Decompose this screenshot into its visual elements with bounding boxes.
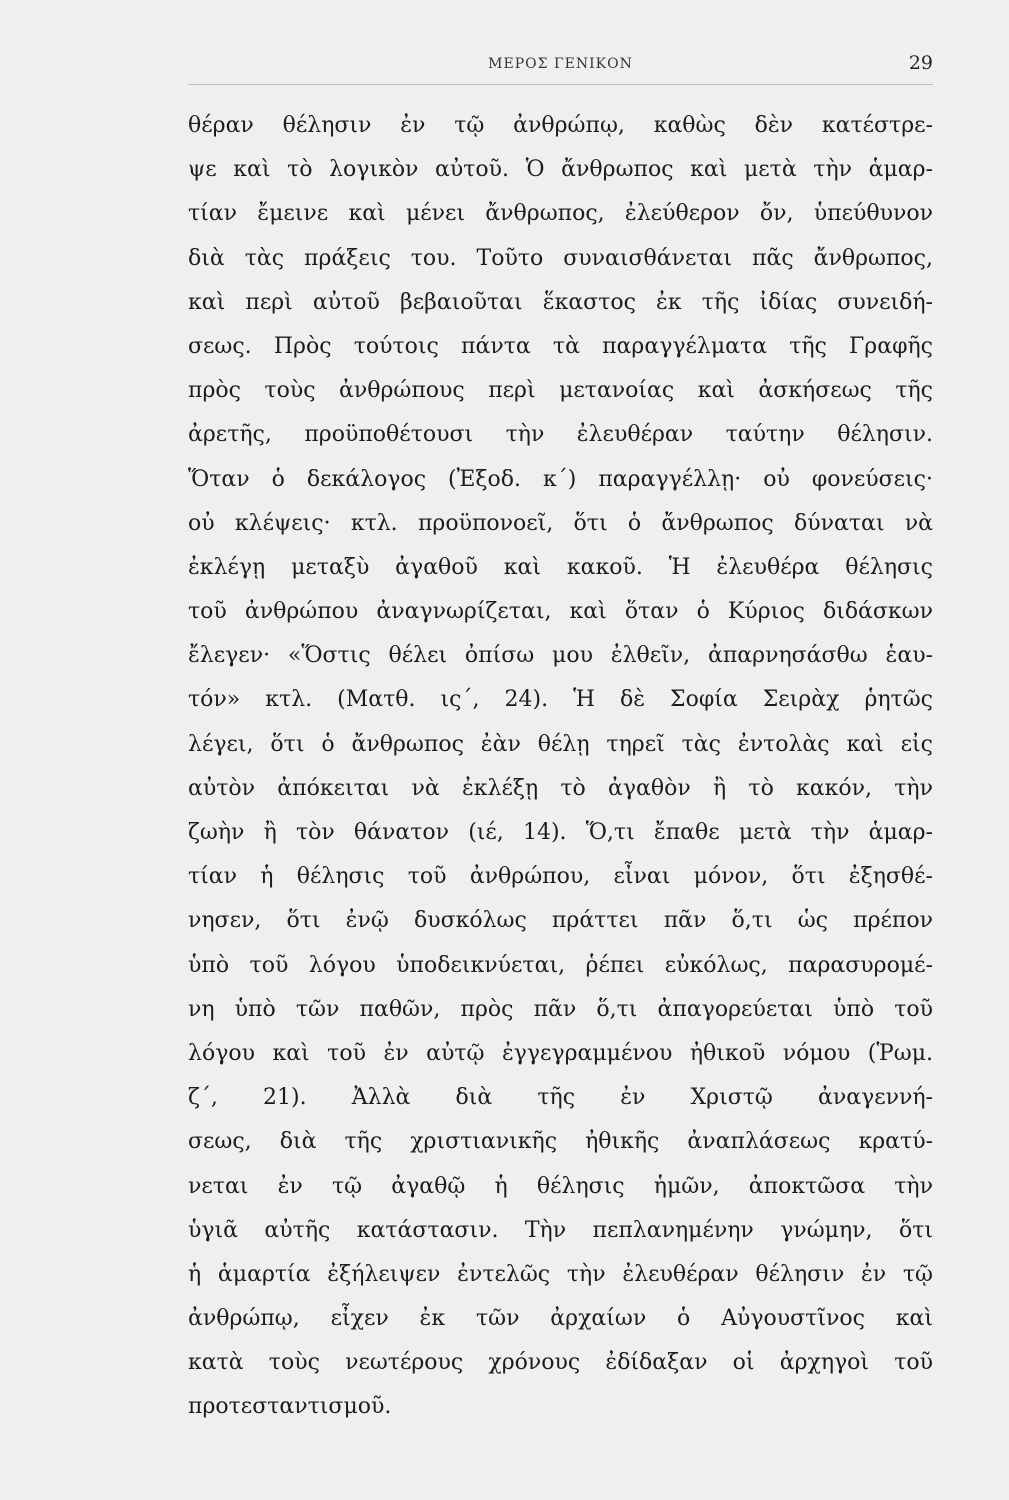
text-line: νη ὑπὸ τῶν παθῶν, πρὸς πᾶν ὅ,τι ἀπαγορεύεται ὑπὸ τοῦ: [188, 996, 933, 1022]
text-line: ψε καὶ τὸ λογικὸν αὐτοῦ. Ὁ ἄνθρωπος καὶ μετὰ τὴν ἁμαρ-: [188, 157, 933, 183]
text-line: λόγου καὶ τοῦ ἐν αὐτῷ ἐγγεγραμμένου ἠθικοῦ νόμου (Ῥωμ.: [188, 1040, 933, 1066]
header-rule: [188, 84, 933, 85]
text-line: ὑγιᾶ αὐτῆς κατάστασιν. Τὴν πεπλανημένην γνώμην, ὅτι: [188, 1217, 933, 1243]
page-header: [188, 52, 933, 82]
text-line: ζ΄, 21). Ἀλλὰ διὰ τῆς ἐν Χριστῷ ἀναγεννή-: [188, 1085, 933, 1111]
text-line: τόν» κτλ. (Ματθ. ις΄, 24). Ἡ δὲ Σοφία Σειρὰχ ῥητῶς: [188, 687, 933, 713]
text-line: ἀνθρώπῳ, εἶχεν ἐκ τῶν ἀρχαίων ὁ Αὐγουστῖνος καὶ: [188, 1306, 933, 1332]
text-line: ζωὴν ἢ τὸν θάνατον (ιέ, 14). Ὅ,τι ἔπαθε μετὰ τὴν ἁμαρ-: [188, 820, 933, 845]
text-line: νησεν, ὅτι ἐνῷ δυσκόλως πράττει πᾶν ὅ,τι ὡς πρέπον: [188, 908, 933, 934]
running-head: ΜΕΡΟΣ ΓΕΝΙΚΟΝ: [488, 56, 633, 72]
text-line: ἐκλέγῃ μεταξὺ ἀγαθοῦ καὶ κακοῦ. Ἡ ἐλευθέρα θέλησις: [188, 554, 933, 580]
text-line: Ὅταν ὁ δεκάλογος (Ἐξοδ. κ΄) παραγγέλλῃ· οὐ φονεύσεις·: [188, 466, 933, 492]
text-line: ἡ ἁμαρτία ἐξήλειψεν ἐντελῶς τὴν ἐλευθέραν θέλησιν ἐν τῷ: [188, 1261, 933, 1287]
text-line: τοῦ ἀνθρώπου ἀναγνωρίζεται, καὶ ὅταν ὁ Κύριος διδάσκων: [188, 599, 933, 625]
text-line: προτεσταντισμοῦ.: [188, 1394, 392, 1420]
text-line: καὶ περὶ αὐτοῦ βεβαιοῦται ἕκαστος ἐκ τῆς ἰδίας συνειδή-: [188, 289, 933, 315]
text-line: διὰ τὰς πράξεις του. Τοῦτο συναισθάνεται πᾶς ἄνθρωπος,: [188, 245, 933, 271]
text-line: σεως, διὰ τῆς χριστιανικῆς ἠθικῆς ἀναπλάσεως κρατύ-: [188, 1129, 933, 1155]
text-line: οὐ κλέψεις· κτλ. προϋπονοεῖ, ὅτι ὁ ἄνθρωπος δύναται νὰ: [188, 510, 933, 536]
page-number: 29: [908, 52, 933, 74]
text-line: ἀρετῆς, προϋποθέτουσι τὴν ἐλευθέραν ταύτην θέλησιν.: [188, 422, 933, 448]
text-line: ἔλεγεν· «Ὅστις θέλει ὀπίσω μου ἐλθεῖν, ἀπαρνησάσθω ἑαυ-: [188, 643, 933, 669]
text-line: αὐτὸν ἀπόκειται νὰ ἐκλέξῃ τὸ ἀγαθὸν ἢ τὸ κακόν, τὴν: [188, 775, 933, 801]
text-line: σεως. Πρὸς τούτοις πάντα τὰ παραγγέλματα τῆς Γραφῆς: [188, 333, 933, 359]
text-line: τίαν ἔμεινε καὶ μένει ἄνθρωπος, ἐλεύθερον ὄν, ὑπεύθυνον: [188, 201, 933, 227]
text-line: νεται ἐν τῷ ἀγαθῷ ἡ θέλησις ἡμῶν, ἀποκτῶσα τὴν: [188, 1173, 933, 1199]
text-line: λέγει, ὅτι ὁ ἄνθρωπος ἐὰν θέλῃ τηρεῖ τὰς ἐντολὰς καὶ εἰς: [188, 731, 933, 757]
text-line: κατὰ τοὺς νεωτέρους χρόνους ἐδίδαξαν οἱ ἀρχηγοὶ τοῦ: [188, 1350, 933, 1376]
body-text: [188, 104, 933, 1430]
text-line: τίαν ἡ θέλησις τοῦ ἀνθρώπου, εἶναι μόνον, ὅτι ἐξησθέ-: [188, 864, 933, 890]
text-line: θέραν θέλησιν ἐν τῷ ἀνθρώπῳ, καθὼς δὲν κατέστρε-: [188, 113, 933, 138]
text-line: πρὸς τοὺς ἀνθρώπους περὶ μετανοίας καὶ ἀσκήσεως τῆς: [188, 378, 933, 404]
text-line: ὑπὸ τοῦ λόγου ὑποδεικνύεται, ῥέπει εὐκόλως, παρασυρομέ-: [188, 952, 933, 978]
